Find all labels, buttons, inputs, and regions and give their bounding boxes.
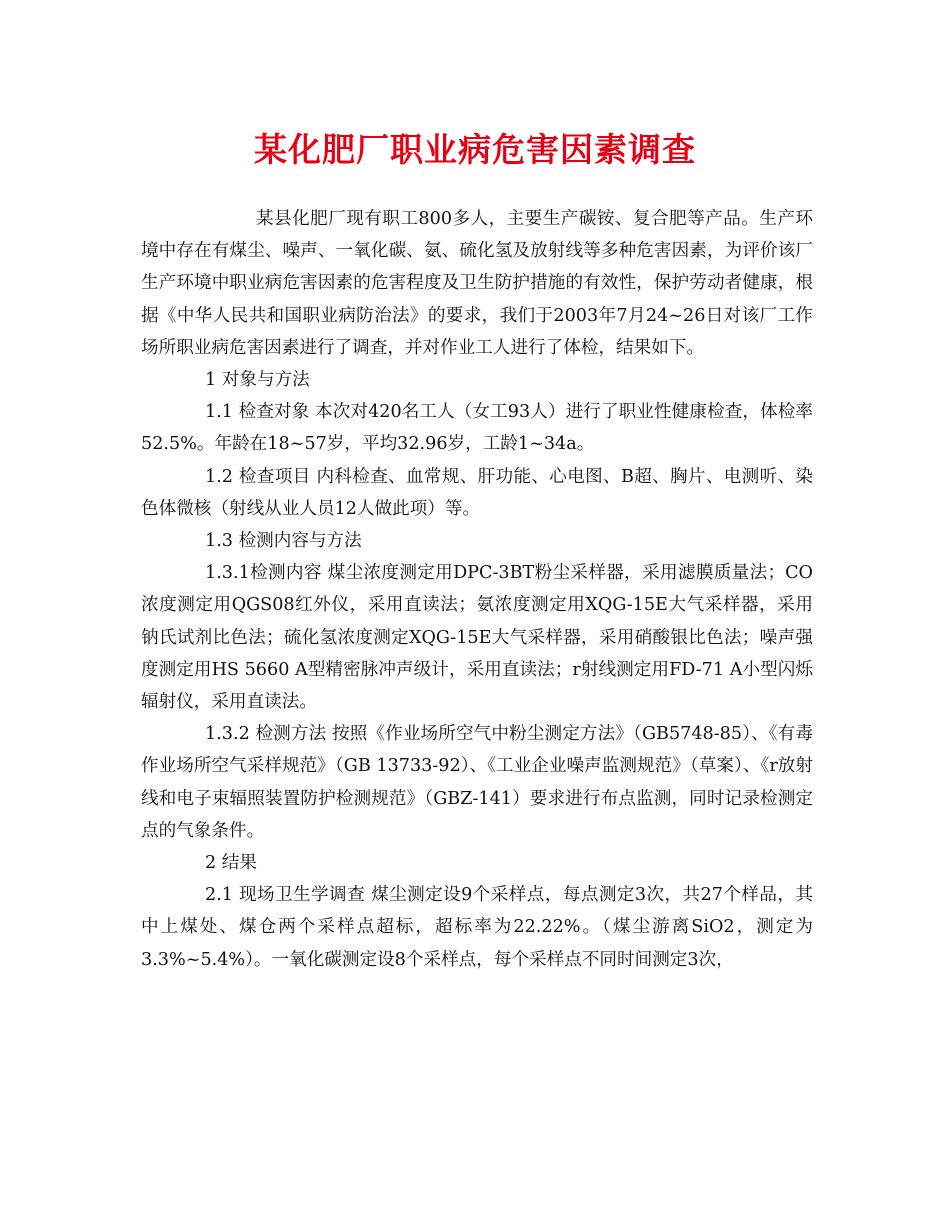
paragraph-1-1: 1.1 检查对象 本次对420名工人（女工93人）进行了职业性健康检查，体检率52.5%。年龄在18~57岁，平均32.96岁，工龄1~34a。 bbox=[141, 402, 813, 455]
paragraph-2-1: 2.1 现场卫生学调查 煤尘测定设9个采样点，每点测定3次，共27个样品，其中上煤处、煤仓两个采样点超标，超标率为22.22%。（煤尘游离SiO2，测定为3.3%~5.4%）。一氧化碳测定设8个采样点，每个采样点不同时间测定3次， bbox=[141, 885, 813, 970]
section-heading-1: 1 对象与方法 bbox=[205, 370, 310, 391]
section-heading-2: 2 结果 bbox=[205, 853, 257, 874]
document-title: 某化肥厂职业病危害因素调查 bbox=[254, 130, 696, 169]
subsection-heading-1-3: 1.3 检测内容与方法 bbox=[205, 531, 362, 552]
paragraph-1-2: 1.2 检查项目 内科检查、血常规、肝功能、心电图、B超、胸片、电测听、染色体微核（射线从业人员12人做此项）等。 bbox=[141, 466, 813, 519]
document-body bbox=[141, 203, 813, 976]
paragraph-1-3-1: 1.3.1检测内容 煤尘浓度测定用DPC-3BT粉尘采样器，采用滤膜质量法；CO浓度测定用QGS08红外仪，采用直读法；氨浓度测定用XQG-15E大气采样器，采用钠氏试剂比色法；硫化氢浓度测定XQG-15E大气采样器，采用硝酸银比色法；噪声强度测定用HS 5660 A型精密脉冲声级计，采用直读法；r射线测定用FD-71 A小型闪烁辐射仪，采用直读法。 bbox=[141, 563, 813, 713]
paragraph-1-3-2: 1.3.2 检测方法 按照《作业场所空气中粉尘测定方法》（GB5748-85）、《有毒作业场所空气采样规范》（GB 13733-92）、《工业企业噪声监测规范》（草案）、《r放射线和电子束辐照装置防护检测规范》（GBZ-141）要求进行布点监测，同时记录检测定点的气象条件。 bbox=[141, 724, 813, 841]
intro-paragraph: 某县化肥厂现有职工800多人，主要生产碳铵、复合肥等产品。生产环境中存在有煤尘、噪声、一氧化碳、氨、硫化氢及放射线等多种危害因素，为评价该厂生产环境中职业病危害因素的危害程度及卫生防护措施的有效性，保护劳动者健康，根据《中华人民共和国职业病防治法》的要求，我们于2003年7月24~26日对该厂工作场所职业病危害因素进行了调查，并对作业工人进行了体检，结果如下。 bbox=[141, 209, 813, 358]
